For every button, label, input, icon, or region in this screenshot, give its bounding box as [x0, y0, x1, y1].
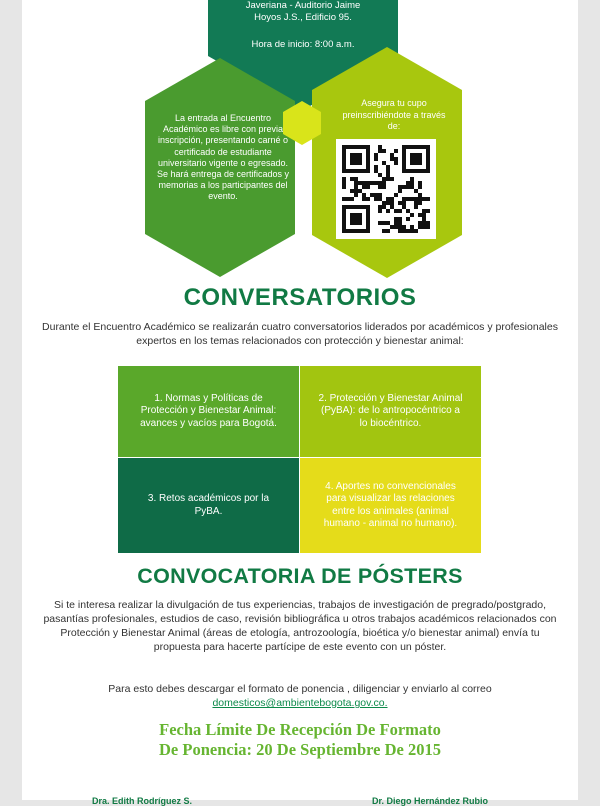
qr-code-graphic: [342, 145, 430, 233]
conversatorios-grid: [118, 366, 481, 553]
posters-title: CONVOCATORIA DE PÓSTERS: [137, 564, 463, 588]
deadline: [22, 720, 578, 760]
venue-text: Javeriana - Auditorio Jaime Hoyos J.S., Edificio 95.: [245, 0, 361, 23]
qr-code[interactable]: [336, 139, 436, 239]
deadline-line-1: Fecha Límite De Recepción De Formato: [159, 720, 441, 739]
posters-instructions: [42, 682, 558, 710]
download-instructions: Para esto debes descargar el formato de ponencia , diligenciar y enviarlo al correo: [108, 683, 492, 695]
start-time: Hora de inicio: 8:00 a.m.: [251, 39, 355, 50]
conversatorio-item-3: 3. Retos académicos por la PyBA.: [118, 458, 299, 553]
conversatorios-intro: Durante el Encuentro Académico se realizarán cuatro conversatorios liderados por académicos y profesionales expertos en los temas relacionados con protección y bienestar animal:: [42, 321, 558, 347]
flyer-page: [22, 0, 578, 806]
signature-right: Dr. Diego Hernández Rubio: [372, 796, 489, 806]
posters-text: Si te interesa realizar la divulgación de tus experiencias, trabajos de investigación de pregrado/postgrado, pasantías profesionales, estudios de caso, revisión bibliográfica u otros trabajos académicos relacionados con Protección y Bienestar Animal (áreas de etología, antrozoología, bioética y/o bienestar animal) envía tu propuesta para hacerte partícipe de este evento con un póster.: [43, 599, 557, 653]
conversatorio-item-2: 2. Protección y Bienestar Animal (PyBA): de lo antropocéntrico a lo biocéntrico.: [300, 366, 481, 457]
conversatorio-item-4: 4. Aportes no convencionales para visualizar las relaciones entre los animales (animal humano - animal no humano).: [300, 458, 481, 553]
email-link[interactable]: domesticos@ambientebogota.gov.co.: [212, 697, 388, 709]
entry-info: La entrada al Encuentro Académico es libre con previa inscripción, presentando carné o certificado de estudiante universitario vigente o egresado. Se hará entrega de certificados y memorias a los participantes del evento.: [156, 113, 290, 202]
signature-left: Dra. Edith Rodríguez S.: [92, 796, 193, 806]
conversatorios-title: CONVERSATORIOS: [183, 284, 417, 311]
register-cta: Asegura tu cupo preinscribiéndote a través de:: [342, 98, 446, 131]
deadline-line-2: De Ponencia: 20 De Septiembre De 2015: [159, 740, 441, 759]
hexagon-info-area: [22, 0, 578, 290]
conversatorio-item-1: 1. Normas y Políticas de Protección y Bienestar Animal: avances y vacíos para Bogotá.: [118, 366, 299, 457]
